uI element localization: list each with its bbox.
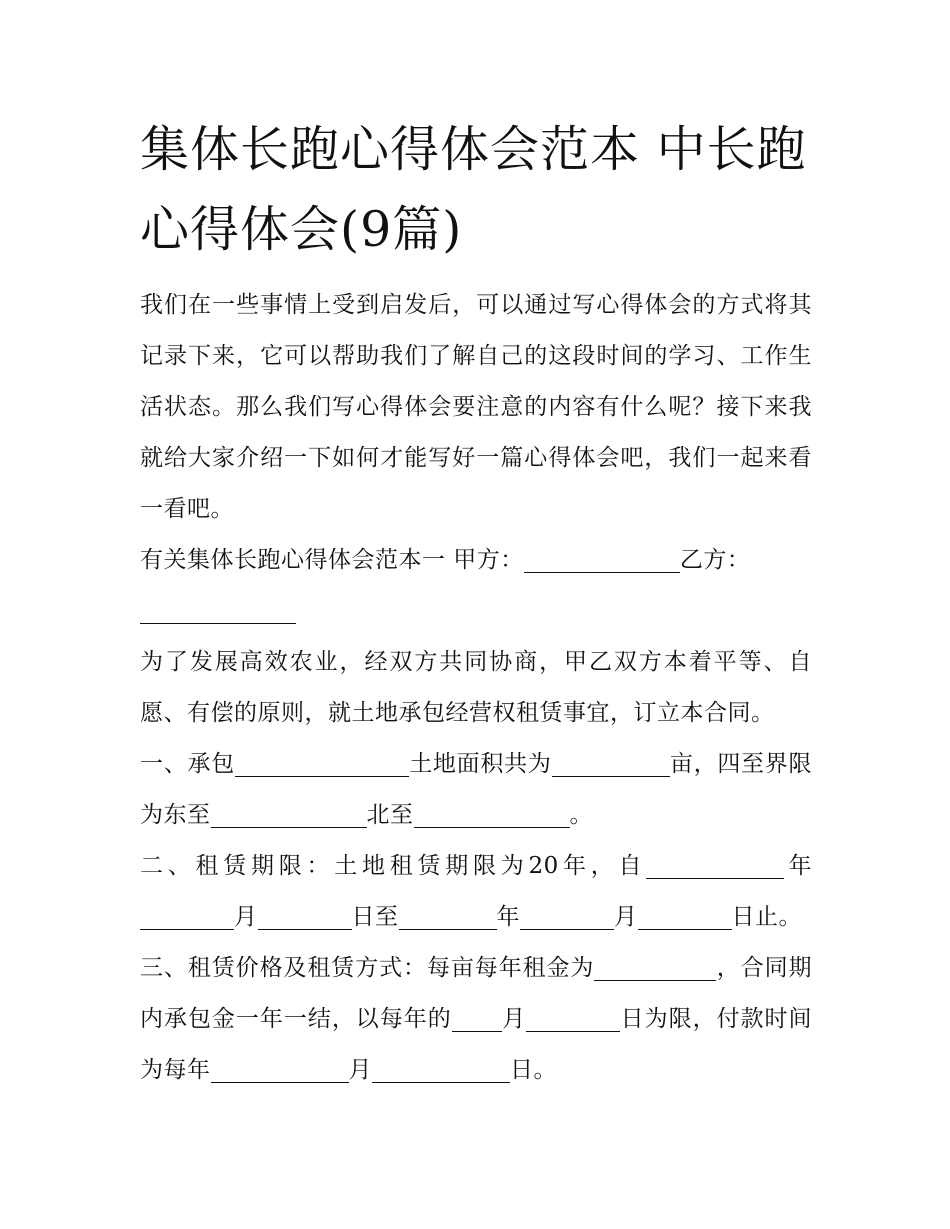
clause-2-text: 月 xyxy=(614,904,638,930)
clause-1-text: 土地面积共为 xyxy=(408,751,552,777)
intro-paragraph: 我们在一些事情上受到启发后，可以通过写心得体会的方式将其记录下来，它可以帮助我们了解自己的这段时间的学习、工作生活状态。那么我们写心得体会要注意的内容有什么呢？接下来我就给大家介绍一下如何才能写好一篇心得体会吧，我们一起来看一看吧。 xyxy=(140,292,812,522)
clause-1 xyxy=(140,739,812,841)
area-blank xyxy=(552,746,670,777)
party-a-blank xyxy=(524,542,680,573)
section-heading: 有关集体长跑心得体会范本一 甲方： xyxy=(140,547,524,573)
document-title: 集体长跑心得体会范本 中长跑心得体会(9篇) xyxy=(140,121,807,258)
north-boundary-blank xyxy=(414,797,570,828)
clause-3-text: 日。 xyxy=(510,1057,557,1083)
party-b-blank xyxy=(140,593,296,624)
section-heading-line xyxy=(140,535,812,637)
clause-3-text: 月 xyxy=(501,1006,527,1032)
clause-2-text: 月 xyxy=(234,904,258,930)
clause-1-text: 亩，四至界限为东至 xyxy=(140,751,813,828)
clause-3-text: ，合同期内承包金一年一结，以每年的 xyxy=(140,955,813,1032)
payment-day-blank xyxy=(372,1052,510,1083)
end-month-blank xyxy=(520,899,614,930)
clause-2 xyxy=(140,841,812,943)
payment-month-blank xyxy=(211,1052,349,1083)
east-boundary-blank xyxy=(211,797,367,828)
start-month-blank xyxy=(140,899,234,930)
purpose-paragraph: 为了发展高效农业，经双方共同协商，甲乙双方本着平等、自愿、有偿的原则，就土地承包经营权租赁事宜，订立本合同。 xyxy=(140,649,812,726)
clause-3-text: 三、租赁价格及租赁方式：每亩每年租金为 xyxy=(140,955,595,981)
clause-2-text: 年 xyxy=(784,853,812,879)
end-day-blank xyxy=(638,899,732,930)
clause-2-text: 日至 xyxy=(351,904,399,930)
clause-2-text: 二、租赁期限：土地租赁期限为20年，自 xyxy=(140,853,647,879)
start-year-blank xyxy=(646,848,784,879)
start-day-blank xyxy=(258,899,352,930)
rent-blank xyxy=(594,950,716,981)
clause-3-text: 月 xyxy=(348,1057,372,1083)
settle-month-blank xyxy=(452,1001,502,1032)
clause-3-text: 日为限，付款时间为每年 xyxy=(140,1006,813,1083)
clause-3 xyxy=(140,943,812,1096)
clause-1-text: 。 xyxy=(569,802,593,828)
clause-2-text: 日止。 xyxy=(731,904,802,930)
clause-1-text: 一、承包 xyxy=(140,751,235,777)
party-b-label: 乙方： xyxy=(679,547,751,573)
settle-day-blank xyxy=(526,1001,620,1032)
document-page xyxy=(140,110,812,1096)
clause-1-text: 北至 xyxy=(366,802,414,828)
contractor-blank xyxy=(235,746,409,777)
end-year-blank xyxy=(399,899,497,930)
clause-2-text: 年 xyxy=(496,904,520,930)
